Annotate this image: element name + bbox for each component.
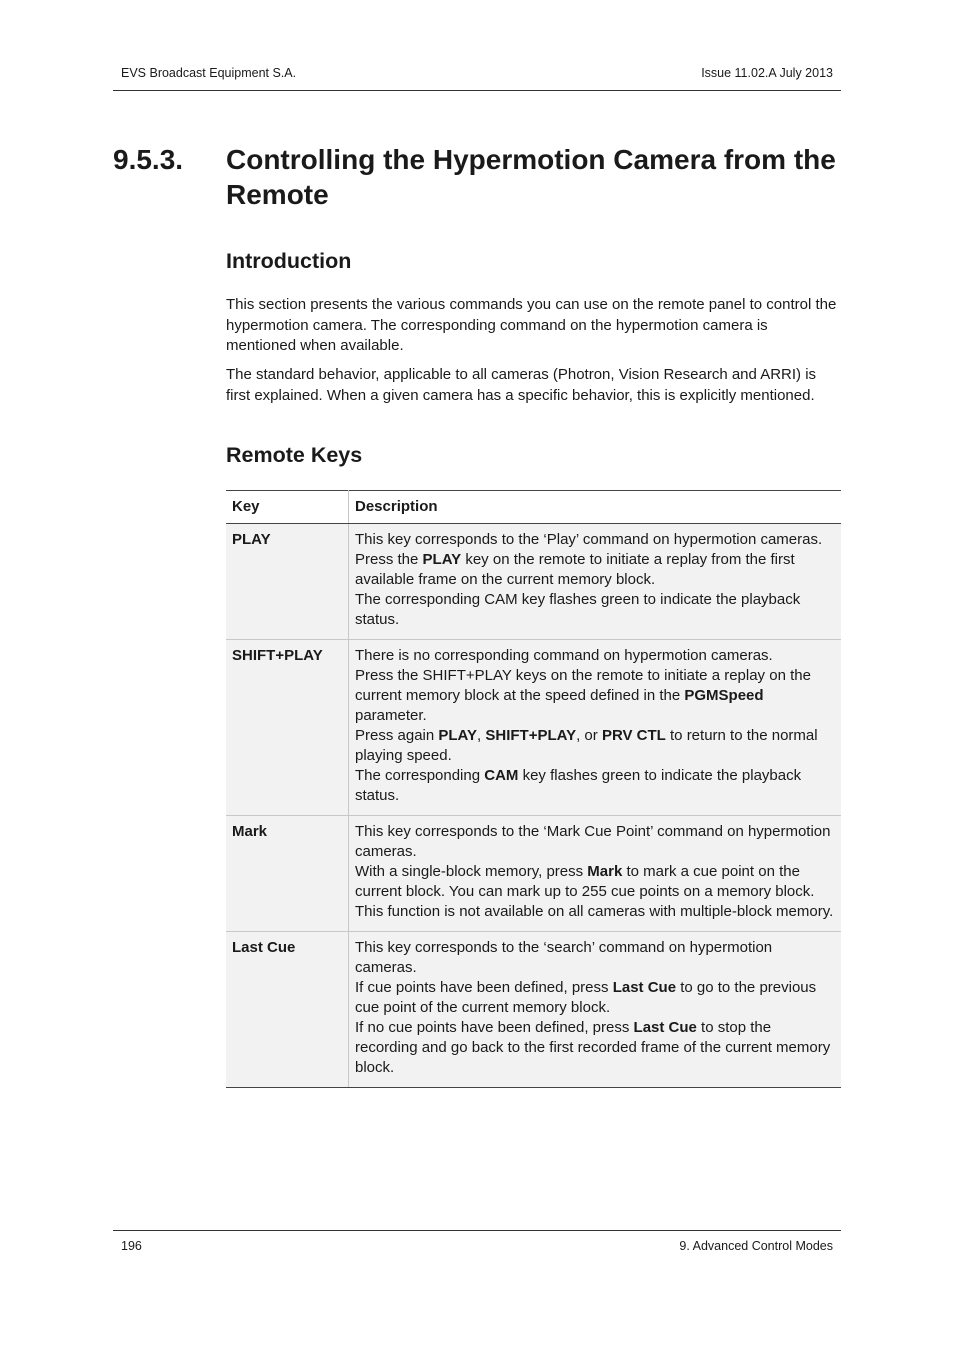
page-footer (113, 1230, 841, 1253)
column-header-description: Description (349, 491, 842, 524)
description-text: to return to the normal playing speed. (355, 727, 818, 764)
description-line (355, 822, 835, 862)
description-line (355, 646, 835, 666)
key-description-cell (349, 816, 842, 932)
bold-term: Last Cue (612, 979, 677, 996)
description-line (355, 902, 835, 922)
table-row (226, 816, 841, 932)
bold-term: CAM (484, 767, 519, 784)
description-text: The corresponding CAM key flashes green to indicate the playback status. (355, 591, 801, 628)
description-line (355, 1018, 835, 1078)
table-row (226, 640, 841, 816)
description-line (355, 938, 835, 978)
table-row (226, 524, 841, 640)
description-line (355, 530, 835, 550)
key-description-cell (349, 524, 842, 640)
description-text: , or (576, 727, 602, 744)
description-line (355, 766, 835, 806)
description-text: key flashes green to indicate the playback status. (355, 767, 802, 804)
description-line (355, 590, 835, 630)
description-line (355, 550, 835, 590)
page-header (113, 66, 841, 91)
description-text: This key corresponds to the ‘Play’ command on hypermotion cameras. (355, 531, 823, 548)
page-number: 196 (121, 1239, 142, 1253)
intro-paragraph-2: The standard behavior, applicable to all cameras (Photron, Vision Research and ARRI) is first explained. When a given camera has a specific behavior, this is explicitly mentioned. (226, 366, 817, 404)
key-description-cell (349, 932, 842, 1088)
chapter-name: 9. Advanced Control Modes (679, 1239, 833, 1253)
key-name-cell: Mark (226, 816, 349, 932)
remote-keys-table (226, 490, 841, 1088)
description-line (355, 978, 835, 1018)
key-name-cell: PLAY (226, 524, 349, 640)
section-heading: Controlling the Hypermotion Camera from the Remote (226, 144, 836, 210)
description-text: , (477, 727, 486, 744)
description-text: There is no corresponding command on hypermotion cameras. (355, 647, 773, 664)
description-text: to mark a cue point on the current block. You can mark up to 255 cue points on a memory block. (355, 863, 815, 900)
table-header-row (226, 491, 841, 524)
remote-keys-heading: Remote Keys (226, 443, 363, 467)
bold-term: SHIFT+PLAY (485, 727, 577, 744)
description-line (355, 862, 835, 902)
publisher-name: EVS Broadcast Equipment S.A. (121, 66, 297, 80)
description-text: parameter. (355, 707, 427, 724)
description-text: If cue points have been defined, press (355, 979, 613, 996)
description-text: This key corresponds to the ‘search’ command on hypermotion cameras. (355, 939, 773, 976)
intro-paragraph-1: This section presents the various commands you can use on the remote panel to control the hypermotion camera. The corresponding command on the hypermotion camera is mentioned when available. (226, 296, 837, 354)
description-line (355, 726, 835, 766)
description-text: to stop the recording and go back to the first recorded frame of the current memory block. (355, 1019, 831, 1076)
bold-term: PGMSpeed (684, 687, 764, 704)
key-name-cell: SHIFT+PLAY (226, 640, 349, 816)
table-body (226, 524, 841, 1088)
description-text: The corresponding (355, 767, 485, 784)
description-text: Press the (355, 551, 423, 568)
section-number: 9.5.3. (113, 144, 184, 175)
introduction-heading: Introduction (226, 249, 352, 273)
description-text: This function is not available on all cameras with multiple-block memory. (355, 903, 834, 920)
column-header-key: Key (226, 491, 349, 524)
key-description-cell (349, 640, 842, 816)
bold-term: Last Cue (633, 1019, 697, 1036)
bold-term: PLAY (422, 551, 462, 568)
description-text: If no cue points have been defined, press (355, 1019, 634, 1036)
bold-term: PLAY (438, 727, 478, 744)
bold-term: PRV CTL (601, 727, 666, 744)
key-name-cell: Last Cue (226, 932, 349, 1088)
description-text: With a single-block memory, press (355, 863, 588, 880)
issue-date: Issue 11.02.A July 2013 (701, 66, 833, 80)
bold-term: Mark (587, 863, 623, 880)
description-line (355, 666, 835, 726)
description-text: to go to the previous cue point of the current memory block. (355, 979, 817, 1016)
description-text: This key corresponds to the ‘Mark Cue Point’ command on hypermotion cameras. (355, 823, 831, 860)
description-text: Press the SHIFT+PLAY keys on the remote to initiate a replay on the current memory block at the speed defined in the (355, 667, 811, 704)
table-row (226, 932, 841, 1088)
description-text: Press again (355, 727, 439, 744)
description-text: key on the remote to initiate a replay from the first available frame on the current memory block. (355, 551, 795, 588)
